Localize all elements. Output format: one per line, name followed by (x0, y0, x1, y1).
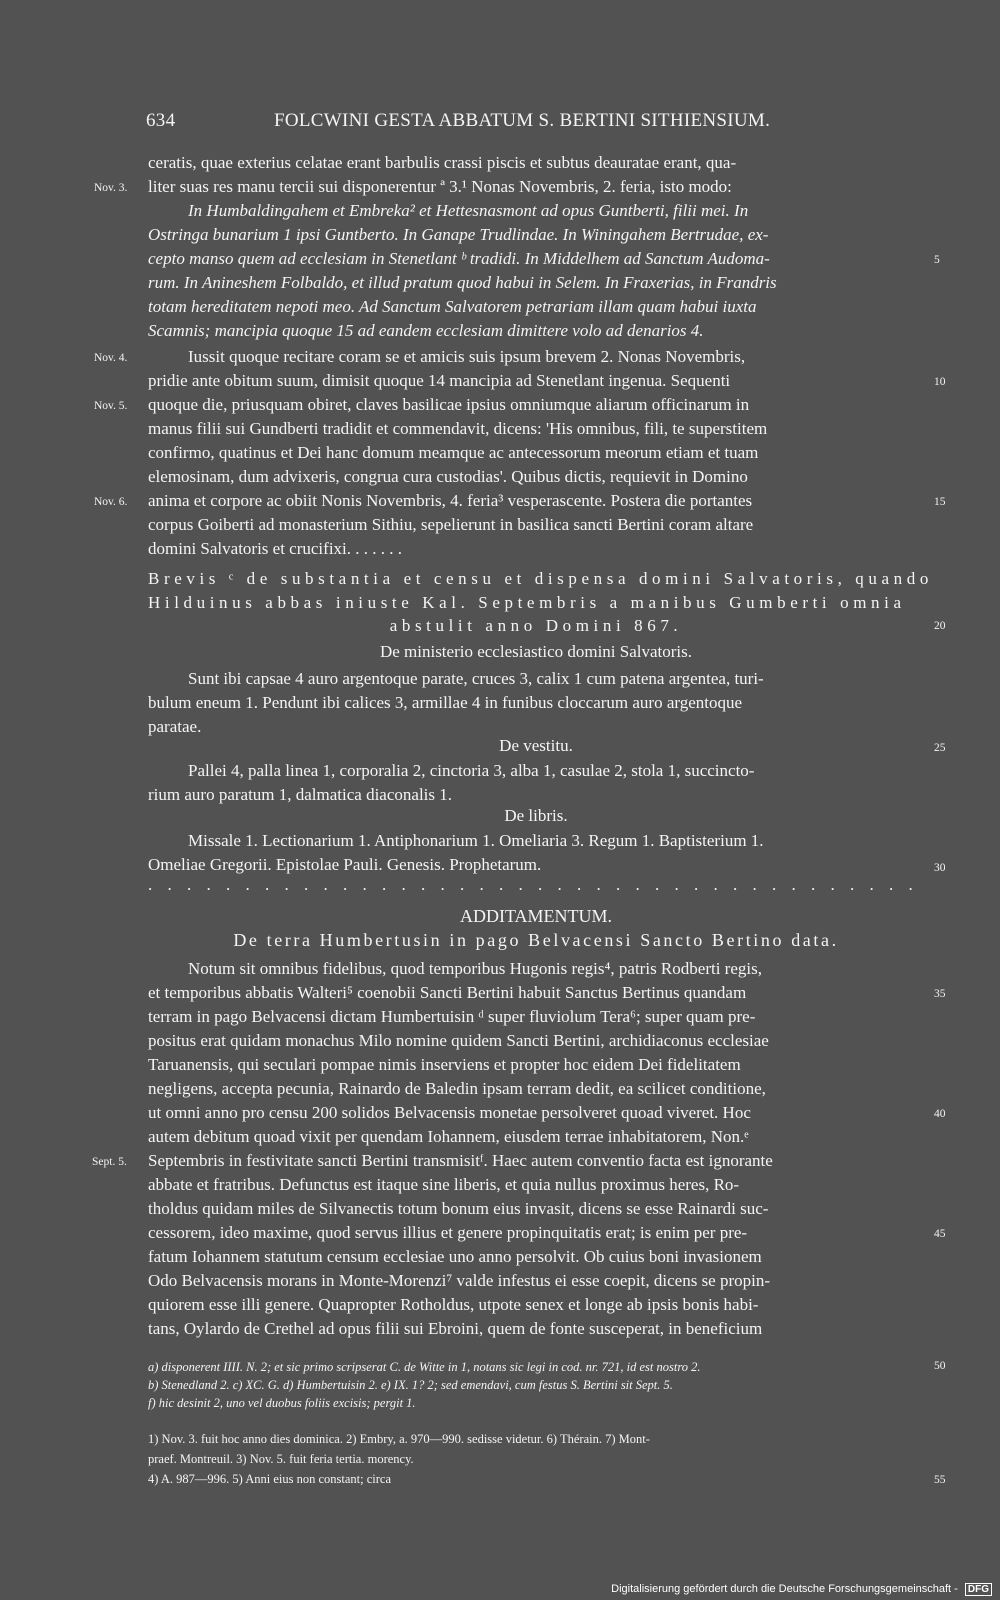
text-line: terram in pago Belvacensi dictam Humbertuisin ᵈ super fluviolum Tera⁶; super quam pre- (148, 1007, 756, 1026)
line-number: 25 (934, 742, 946, 754)
section-heading: Brevis ᶜ de substantia et censu et dispensa domini Salvatoris, quando (148, 569, 933, 588)
line-number: 5 (934, 254, 940, 266)
text-line: In Humbaldingahem et Embreka² et Hettesnasmont ad opus Guntberti, filii mei. In (188, 201, 749, 220)
footnote: b) Stenedland 2. c) XC. G. d) Humbertuisin 2. e) IX. 1? 2; sed emendavi, cum festus S. Bertini sit Sept. 5. (148, 1378, 673, 1392)
text-line: rium auro paratum 1, dalmatica diaconalis 1. (148, 785, 453, 804)
subsection-heading: De ministerio ecclesiastico domini Salvatoris. (379, 642, 693, 661)
line-number: 40 (934, 1108, 946, 1120)
text-line: pridie ante obitum suum, dimisit quoque 14 mancipia ad Stenetlant ingenua. Sequenti (148, 371, 731, 390)
line-number: 55 (934, 1474, 946, 1486)
text-line: bulum eneum 1. Pendunt ibi calices 3, armillae 4 in funibus cloccarum auro argentoque (148, 693, 743, 712)
dfg-logo: DFG (965, 1583, 992, 1596)
margin-date: Nov. 5. (94, 400, 128, 412)
margin-date: Nov. 6. (94, 496, 128, 508)
text-line: confirmo, quatinus et Dei hanc domum meamque ac antecessorum meorum etiam et tuam (148, 443, 759, 462)
text-line: domini Salvatoris et crucifixi. . . . . . . (148, 539, 403, 558)
line-number: 20 (934, 620, 946, 632)
text-line: et temporibus abbatis Walteri⁵ coenobii Sancti Bertini habuit Sanctus Bertinus quandam (148, 983, 747, 1002)
footnote: praef. Montreuil. 3) Nov. 5. fuit feria tertia. morency. (148, 1452, 414, 1466)
funding-credit-text: Digitalisierung gefördert durch die Deutsche Forschungsgemeinschaft - (611, 1583, 958, 1595)
text-line: cepto manso quem ad ecclesiam in Stenetlant ᵇ tradidi. In Middelhem ad Sanctum Audoma- (148, 249, 770, 268)
margin-date: Nov. 4. (94, 352, 128, 364)
text-line: totam hereditatem nepoti meo. Ad Sanctum Salvatorem petrariam illam quam habui iuxta (148, 297, 757, 316)
text-line: ut omni anno pro censu 200 solidos Belvacensis monetae persolveret quoad viveret. Hoc (148, 1103, 751, 1122)
text-line: tholdus quidam miles de Silvanectis totum bonum eius invasit, dicens se esse Rainardi suc- (148, 1199, 769, 1218)
line-number: 35 (934, 988, 946, 1000)
text-line: negligens, accepta pecunia, Rainardo de Baledin ipsam terram dedit, ea scilicet conditione, (148, 1079, 766, 1098)
subsection-heading: De libris. (504, 806, 568, 825)
text-line: quiorem esse illi genere. Quapropter Rotholdus, utpote senex et longe ab ipsis bonis habi- (148, 1295, 759, 1314)
text-line: quoque die, priusquam obiret, claves basilicae ipsius omniumque aliarum officinarum in (148, 395, 750, 414)
funding-credit (611, 1583, 992, 1596)
text-line: ceratis, quae exterius celatae erant barbulis crassi piscis et subtus deauratae erant, qua- (148, 153, 737, 172)
page-number: 634 (146, 110, 176, 131)
additamentum-subtitle: De terra Humbertusin in pago Belvacensi Sancto Bertino data. (233, 930, 839, 950)
text-line: Sunt ibi capsae 4 auro argentoque parate, cruces 3, calix 1 cum patena argentea, turi- (188, 669, 764, 688)
text-line: corpus Goiberti ad monasterium Sithiu, sepelierunt in basilica sancti Bertini coram altare (148, 515, 754, 534)
text-line: liter suas res manu tercii sui disponerentur ª 3.¹ Nonas Novembris, 2. feria, isto modo: (148, 177, 732, 196)
running-title: FOLCWINI GESTA ABBATUM S. BERTINI SITHIENSIUM. (274, 110, 771, 131)
footnote: 1) Nov. 3. fuit hoc anno dies dominica. 2) Embry, a. 970—990. sedisse videtur. 6) Thérain. 7) Mont- (148, 1432, 650, 1446)
text-line: Missale 1. Lectionarium 1. Antiphonarium 1. Omeliaria 3. Regum 1. Baptisterium 1. (188, 831, 764, 850)
text-line: anima et corpore ac obiit Nonis Novembris, 4. feria³ vesperascente. Postera die portantes (148, 491, 753, 510)
text-line: manus filii sui Gundberti tradidit et commendavit, dicens: 'His omnibus, fili, te superstitem (148, 419, 768, 438)
text-line: Notum sit omnibus fidelibus, quod temporibus Hugonis regis⁴, patris Rodberti regis, (188, 959, 762, 978)
footnote: f) hic desinit 2, uno vel duobus foliis excisis; pergit 1. (148, 1396, 416, 1410)
section-heading: Hilduinus abbas iniuste Kal. Septembris a manibus Gumberti omnia (148, 593, 906, 612)
text-line: fatum Iohannem statutum censum ecclesiae uno anno persolvit. Ob cuius boni invasionem (148, 1247, 762, 1266)
footnote: 4) A. 987—996. 5) Anni eius non constant; circa (148, 1472, 392, 1486)
line-number: 50 (934, 1360, 946, 1372)
text-line: Scamnis; mancipia quoque 15 ad eandem ecclesiam dimittere volo ad denarios 4. (148, 321, 704, 340)
text-line: cessorem, ideo maxime, quod servus illius et genere propinquitatis erat; is enim per pre- (148, 1223, 748, 1242)
text-line: Septembris in festivitate sancti Bertini transmisitᶠ. Haec autem conventio facta est ignorante (148, 1151, 773, 1170)
text-line: Odo Belvacensis morans in Monte-Morenzi⁷ valde infestus ei esse coepit, dicens se propin- (148, 1271, 771, 1290)
line-number: 15 (934, 496, 946, 508)
text-line: Iussit quoque recitare coram se et amicis suis ipsum brevem 2. Nonas Novembris, (188, 347, 746, 366)
text-line: Ostringa bunarium 1 ipsi Guntberto. In Ganape Trudlindae. In Winingahem Bertrudae, ex- (148, 225, 769, 244)
text-line: Taruanensis, qui seculari pompae nimis inserviens et propter hoc eidem Dei fidelitatem (148, 1055, 741, 1074)
section-heading: abstulit anno Domini 867. (389, 616, 683, 635)
text-line: paratae. (148, 717, 202, 736)
text-line: abbate et fratribus. Defunctus est itaque sine liberis, et quia nullus proximus heres, Ro- (148, 1175, 740, 1194)
margin-date: Nov. 3. (94, 182, 128, 194)
margin-date: Sept. 5. (92, 1156, 127, 1168)
line-number: 10 (934, 376, 946, 388)
additamentum-title: ADDITAMENTUM. (459, 906, 613, 926)
line-number: 30 (934, 862, 946, 874)
text-line: positus erat quidam monachus Milo nomine quidem Sancti Bertini, archidiaconus ecclesiae (148, 1031, 769, 1050)
footnote: a) disponerent IIII. N. 2; et sic primo scripserat C. de Witte in 1, notans sic legi in cod. nr. 721, id est nostro 2. (148, 1360, 701, 1374)
line-number: 45 (934, 1228, 946, 1240)
text-line: rum. In Anineshem Folbaldo, et illud pratum quod habui in Selem. In Fraxerias, in Frandris (148, 273, 777, 292)
text-line: tans, Oylardo de Crethel ad opus filii sui Ebroini, quem de fonte susceperat, in beneficium (148, 1319, 763, 1338)
text-line: Omeliae Gregorii. Epistolae Pauli. Genesis. Prophetarum. (148, 855, 542, 874)
subsection-heading: De vestitu. (499, 736, 573, 755)
text-line: autem debitum quoad vixit per quendam Iohannem, eiusdem terrae inhabitatorem, Non.ᵉ (148, 1127, 749, 1146)
text-line: elemosinam, dum advixeris, congrua cura custodias'. Quibus dictis, requievit in Domino (148, 467, 748, 486)
dot-row: . . . . . . . . . . . . . . . . . . . . . . . . . . . . . . . . . . . . . . . . (148, 875, 919, 894)
text-line: Pallei 4, palla linea 1, corporalia 2, cinctoria 3, alba 1, casulae 2, stola 1, succincto- (188, 761, 755, 780)
